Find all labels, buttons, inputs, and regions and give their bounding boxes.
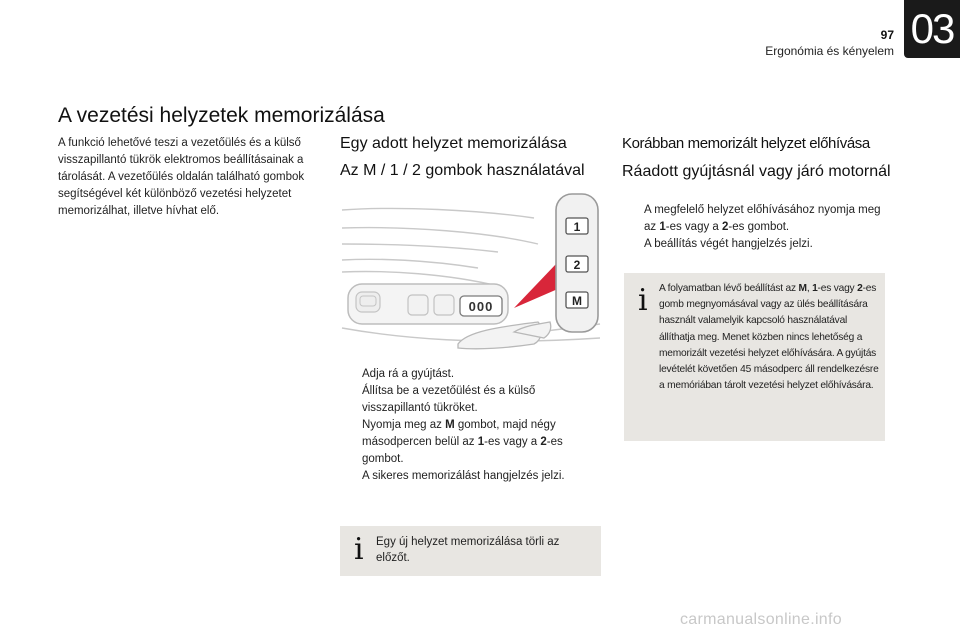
- subheading-buttons: Az M / 1 / 2 gombok használatával: [340, 162, 585, 179]
- watermark: carmanualsonline.info: [680, 611, 842, 628]
- info-icon: i: [638, 283, 648, 318]
- intro-paragraph: A funkció lehetővé teszi a vezetőülés és a külső visszapillantó tükrök elektromos beállításainak a tárolását. A vezetőülés oldalán található gombok segítségével két különböző vezetési helyzetet memorizálhat, illetve hívhat elő.: [58, 137, 305, 217]
- page-title: A vezetési helyzetek memorizálása: [58, 104, 385, 127]
- page-number: 97: [880, 28, 894, 42]
- list-item: Nyomja meg az M gombot, majd négy másodpercen belül az 1-es vagy a 2-es gombot.: [362, 419, 563, 465]
- subheading-ignition: Ráadott gyújtásnál vagy járó motornál: [622, 163, 891, 180]
- panel-label: 000: [468, 299, 494, 314]
- info-icon: i: [354, 532, 364, 567]
- info-note-text: A folyamatban lévő beállítást az M, 1-es vagy 2-es gomb megnyomásával vagy az ülés beállítására használt valamelyik kapcsoló használatával állíthatja meg. Menet közben nincs lehetőség a memorizált vezetési helyzet előhívására. A gyújtás levételét követően 45 másodperc áll rendelkezésre a memóriában tárolt vezetési helyzet előhívására.: [659, 283, 879, 392]
- memory-buttons-illustration: [338, 188, 602, 368]
- section-heading-recall: Korábban memorizált helyzet előhívása: [622, 135, 870, 152]
- result-text: A sikeres memorizálást hangjelzés jelzi.: [362, 470, 565, 482]
- memory-button-strip: [556, 194, 598, 332]
- svg-text:2: 2: [573, 258, 581, 272]
- info-note-text: Egy új helyzet memorizálása törli az előzőt.: [376, 536, 560, 564]
- list-item: A megfelelő helyzet előhívásához nyomja meg az 1-es vagy a 2-es gombot.: [644, 204, 881, 233]
- result-text: A beállítás végét hangjelzés jelzi.: [644, 238, 813, 250]
- list-item: Adja rá a gyújtást.: [362, 368, 455, 380]
- recall-steps: [622, 202, 884, 253]
- chapter-title: Ergonómia és kényelem: [765, 44, 894, 58]
- seat-switch-panel: [348, 284, 508, 324]
- info-note-overwrite: [340, 526, 601, 576]
- memorize-steps: [340, 366, 602, 485]
- svg-text:1: 1: [573, 220, 581, 234]
- svg-text:M: M: [572, 294, 582, 308]
- chapter-tab: 03: [904, 0, 960, 58]
- highlight-pointer: [514, 264, 560, 308]
- list-item: Állítsa be a vezetőülést és a külső visszapillantó tükröket.: [362, 385, 536, 414]
- section-heading-memorize: Egy adott helyzet memorizálása: [340, 135, 567, 152]
- info-note-interrupt: [624, 273, 885, 441]
